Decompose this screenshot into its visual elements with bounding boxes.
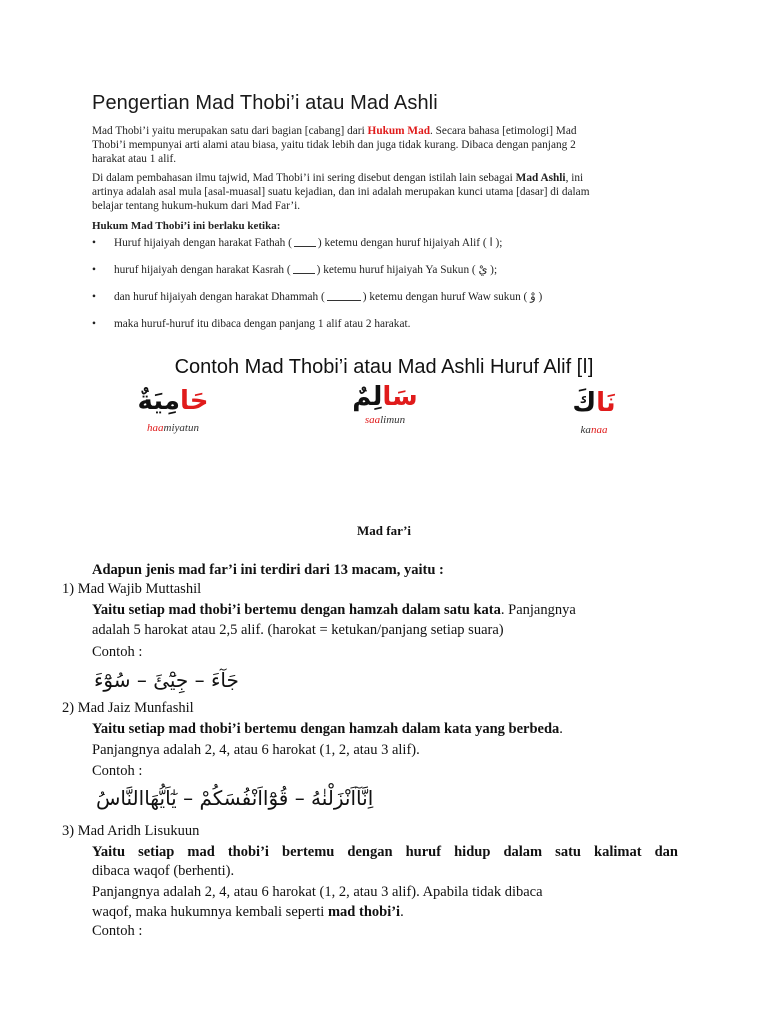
- translit-red-part: naa: [590, 424, 608, 436]
- intro1-line2: Thobi’i mempunyai arti alami atau biasa, yaitu tidak lebih dan juga tidak kurang. Dibaca dengan panjang 2: [92, 139, 576, 151]
- bullet-icon: •: [92, 291, 96, 303]
- item-3-heading: 3) Mad Aridh Lisukuun: [62, 823, 200, 839]
- arabic-rest-part: لِمٌ: [352, 382, 383, 412]
- item-1-bold: Yaitu setiap mad thobi’i bertemu dengan hamzah dalam satu kata: [92, 602, 501, 618]
- page-title: Pengertian Mad Thobi’i atau Mad Ashli: [92, 92, 438, 114]
- list-item: [92, 263, 692, 277]
- intro2-line2: artinya adalah asal mula [asal-muasal] suatu kejadian, dan ini adalah merupakan kunci utama [dasar] di dalam: [92, 186, 590, 198]
- translit-red-part: haa: [147, 422, 164, 434]
- arabic-rest-part: مِيَةٌ: [137, 386, 180, 416]
- transliteration: [128, 422, 218, 434]
- item-3-line4-pre: waqof, maka hukumnya kembali seperti: [92, 904, 328, 920]
- item-3-line4-post: .: [400, 904, 404, 920]
- item-1-arabic-example: جَآءَ – جِيْٓئَ – سُوْٓءَ: [94, 668, 239, 692]
- item-1-contoh: Contoh :: [92, 644, 143, 660]
- item-2-after-bold: .: [559, 721, 563, 737]
- item-2-line2: Panjangnya adalah 2, 4, atau 6 harokat (1, 2, atau 3 alif).: [92, 742, 420, 758]
- arabic-word: [340, 382, 430, 412]
- arabic-red-part: نَا: [596, 388, 616, 418]
- item-2-heading: 2) Mad Jaiz Munfashil: [62, 700, 194, 716]
- bullet-icon: •: [92, 237, 96, 249]
- hukum-heading: Hukum Mad Thobi’i ini berlaku ketika:: [92, 220, 281, 232]
- item-2-arabic-example: اِنَّآاَنْزَلْنٰهُ – قُوْٓااَنْفُسَكُمْ – يٰٓاَيُّهَاالنَّاسُ: [96, 786, 374, 810]
- far-intro: Adapun jenis mad far’i ini terdiri dari 13 macam, yaitu :: [92, 562, 444, 578]
- transliteration: [340, 414, 430, 426]
- arabic-word: [556, 388, 632, 418]
- item-3-bold: Yaitu setiap mad thobi’i bertemu dengan huruf hidup dalam satu kalimat dan: [92, 844, 678, 860]
- translit-rest-part: limun: [380, 414, 406, 426]
- rule-text: maka huruf-huruf itu dibaca dengan panjang 1 alif atau 2 harakat.: [114, 318, 411, 330]
- dhammah-mark-icon: [327, 293, 361, 301]
- rule-text-post: ) ketemu dengan huruf hijaiyah Alif ( ا );: [317, 237, 503, 249]
- example-saalimun: [340, 382, 430, 426]
- mad-far-heading: Mad far’i: [356, 523, 412, 538]
- item-3-contoh: Contoh :: [92, 923, 143, 939]
- mad-thobii-bold: mad thobi’i: [327, 904, 401, 920]
- item-2-bold: Yaitu setiap mad thobi’i bertemu dengan hamzah dalam kata yang berbeda: [92, 721, 560, 737]
- intro1-text: Mad Thobi’i yaitu merupakan satu dari bagian [cabang] dari: [92, 125, 368, 137]
- intro1-line3: harakat atau 1 alif.: [92, 153, 177, 165]
- intro-paragraph-1: [92, 124, 672, 166]
- intro1-text-post: . Secara bahasa [etimologi] Mad: [430, 125, 577, 137]
- arabic-red-part: سَا: [382, 382, 418, 412]
- mad-ashli-bold: Mad Ashli: [515, 172, 566, 184]
- hukum-mad-highlight: Hukum Mad: [367, 125, 430, 137]
- item-3-line4: [92, 903, 404, 922]
- rule-text-post: ) ketemu huruf hijaiyah Ya Sukun ( يْ );: [316, 264, 498, 276]
- rule-text: dan huruf hijaiyah dengan harakat Dhammah (: [114, 291, 325, 303]
- transliteration: [556, 424, 632, 436]
- rule-text: huruf hijaiyah dengan harakat Kasrah (: [114, 264, 291, 276]
- item-3-line2: dibaca waqof (berhenti).: [92, 863, 235, 879]
- translit-rest-part: miyatun: [163, 422, 199, 434]
- arabic-red-part: حَا: [179, 386, 209, 416]
- item-3-line3: Panjangnya adalah 2, 4, atau 6 harokat (1, 2, atau 3 alif). Apabila tidak dibaca: [92, 884, 543, 900]
- item-1-heading: 1) Mad Wajib Muttashil: [62, 581, 202, 597]
- intro-paragraph-2: [92, 171, 672, 213]
- arabic-rest-part: كَ: [572, 388, 597, 418]
- intro2-text-post: , ini: [565, 172, 584, 184]
- rule-text-post: ) ketemu dengan huruf Waw sukun ( وْ ): [362, 291, 543, 303]
- bullet-icon: •: [92, 264, 96, 276]
- item-2-contoh: Contoh :: [92, 763, 143, 779]
- list-item: [92, 236, 692, 250]
- intro2-line3: belajar tentang hukum-hukum dari Mad Far’i.: [92, 200, 301, 212]
- list-item: [92, 317, 692, 331]
- intro2-text: Di dalam pembahasan ilmu tajwid, Mad Thobi’i ini sering disebut dengan istilah lain sebagai: [92, 172, 516, 184]
- translit-red-part: saa: [364, 414, 381, 426]
- item-2-body: [92, 720, 563, 739]
- example-haamiyatun: [128, 386, 218, 434]
- list-item: [92, 290, 692, 304]
- kasrah-mark-icon: [293, 266, 315, 274]
- example-kanaa: [556, 388, 632, 436]
- section-heading-contoh: Contoh Mad Thobi’i atau Mad Ashli Huruf Alif [ا]: [174, 356, 594, 378]
- rules-list: [92, 236, 692, 344]
- arabic-word: [128, 386, 218, 416]
- item-1-line2: adalah 5 harokat atau 2,5 alif. (harokat = ketukan/panjang setiap suara): [92, 622, 504, 638]
- translit-rest-part: ka: [580, 424, 591, 436]
- bullet-icon: •: [92, 318, 96, 330]
- fathah-mark-icon: [294, 239, 316, 247]
- item-1-after-bold: . Panjangnya: [500, 602, 576, 618]
- item-3-body: [92, 843, 678, 862]
- item-1-body: [92, 601, 678, 620]
- rule-text: Huruf hijaiyah dengan harakat Fathah (: [114, 237, 292, 249]
